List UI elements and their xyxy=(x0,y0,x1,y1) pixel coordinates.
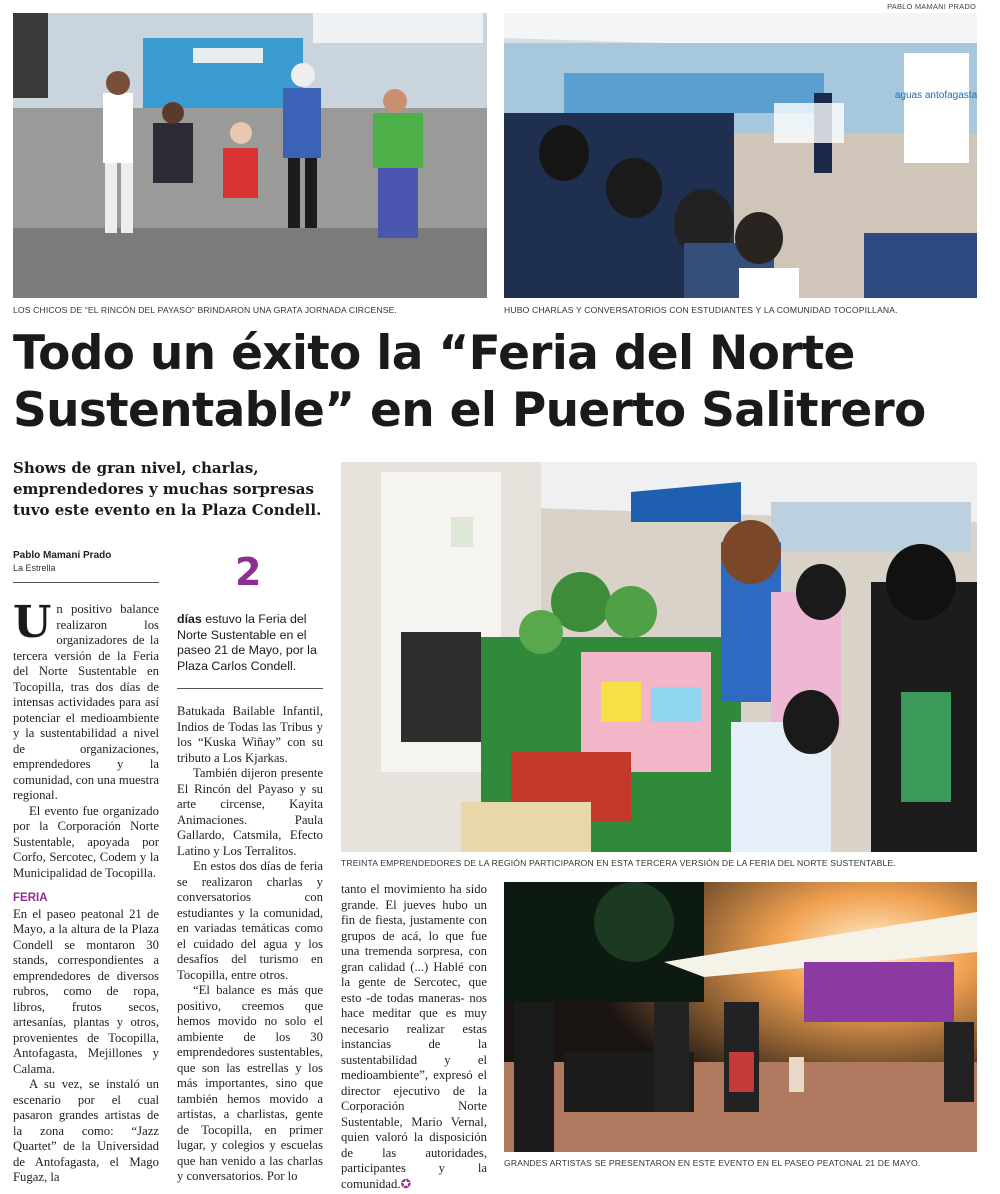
fact-body: estuvo la Feria del Norte Sustentable en el paseo 21 de Mayo, por la Plaza Carlos Condell. xyxy=(177,612,317,673)
column1-paragraph-1-text: n positivo balance realizaron los organizadores de la tercera versión de la Feria del Norte Sustentable en Tocopilla, tras dos días de intensas actividades para así potenciar el medioambiente y la sustentabilidad a nivel de organizaciones, emprendedores y la comunidad, con una muestra regional. xyxy=(13,602,159,802)
article-column-1 xyxy=(13,597,159,1186)
photo-night-stage xyxy=(504,882,977,1152)
fact-bold: días xyxy=(177,612,202,626)
caption-photo-stands: TREINTA EMPRENDEDORES DE LA REGIÓN PARTICIPARON EN ESTA TERCERA VERSIÓN DE LA FERIA DEL NORTE SUSTENTABLE. xyxy=(341,858,896,868)
column3-paragraph-1 xyxy=(341,882,487,1192)
fact-rule xyxy=(177,688,323,689)
column1-paragraph-3: En el paseo peatonal 21 de Mayo, a la altura de la Plaza Condell se montaron 30 stands, correspondientes a emprendedores de diversos rubros, como de ropa, libros, frutos secos, artesanías, plantas y otros, provenientes de Tocopilla, Antofagasta, Mejillones y Calama. xyxy=(13,906,159,1076)
photo-banner-text: aguas antofagasta xyxy=(894,90,977,101)
dropcap: U xyxy=(13,597,52,648)
byline-rule xyxy=(13,582,159,583)
column1-paragraph-4: A su vez, se instaló un escenario por el cual pasaron grandes artistas de la zona como: “Jazz Quartet” de la Universidad de Antofagasta, el Mago Fugaz, la xyxy=(13,1077,159,1184)
headline: Todo un éxito la “Feria del Norte Sustentable” en el Puerto Salitrero xyxy=(13,326,926,438)
column1-paragraph-2: El evento fue organizado por la Corporación Norte Sustentable, apoyada por Corfo, Sercotec, Codem y la Municipalidad de Tocopilla. xyxy=(13,803,159,880)
photo-talks xyxy=(504,13,977,298)
deck-subtitle: Shows de gran nivel, charlas, emprendedores y muchas sorpresas tuvo este evento en la Plaza Condell. xyxy=(13,459,322,519)
column2-paragraph-4: “El balance es más que positivo, creemos que hemos movido no solo el ambiente de los 30 emprendedores sustentables, que son las estrellas y los más importantes, sino que también hemos movido a artistas, a charlistas, gente de Tocopilla, en primer lugar, y colegios y escuelas que han venido a las charlas y conversatorios. Por lo xyxy=(177,983,323,1183)
section-subhead: FERIA xyxy=(13,892,48,904)
caption-photo-talks: HUBO CHARLAS Y CONVERSATORIOS CON ESTUDIANTES Y LA COMUNIDAD TOCOPILLANA. xyxy=(504,305,898,315)
column1-paragraph-1 xyxy=(13,597,159,804)
end-mark-icon: ✪ xyxy=(400,1176,412,1191)
fact-number: 2 xyxy=(235,550,262,594)
photo-clowns xyxy=(13,13,487,298)
column2-paragraph-1: Batukada Bailable Infantil, Indios de Todas las Tribus y los “Kuska Wiñay” con su tributo a Los Kjarkas. xyxy=(177,704,323,765)
byline-publication: La Estrella xyxy=(13,563,56,573)
photo-credit: PABLO MAMANI PRADO xyxy=(887,2,976,11)
column3-paragraph-1-text: tanto el movimiento ha sido grande. El jueves hubo un fin de fiesta, justamente con grupos de acá, lo que fue una tremenda sorpresa, con gran calidad (...) Hablé con la gente de Sercotec, que esto -de todas maneras- nos hace meditar que es muy necesario realizar estas instancias de la sustentabilidad y el medioambiente”, expresó el director ejecutivo de la Corporación Norte Sustentable, Mario Vernal, quien valoró la disposición de las autoridades, participantes y la comunidad. xyxy=(341,882,487,1191)
fact-text xyxy=(177,612,327,674)
caption-photo-clowns: LOS CHICOS DE “EL RINCÓN DEL PAYASO” BRINDARON UNA GRATA JORNADA CIRCENSE. xyxy=(13,305,398,315)
byline xyxy=(13,550,111,573)
caption-photo-night-stage: GRANDES ARTISTAS SE PRESENTARON EN ESTE EVENTO EN EL PASEO PEATONAL 21 DE MAYO. xyxy=(504,1158,921,1168)
column2-paragraph-2: También dijeron presente El Rincón del Payaso y su arte circense, Kayita Animaciones. Paula Gallardo, Catsmila, Efecto Latino y Los Terralitos. xyxy=(177,766,323,858)
article-column-2 xyxy=(177,704,323,1185)
article-column-3 xyxy=(341,882,487,1192)
byline-author: Pablo Mamani Prado xyxy=(13,550,112,561)
photo-stands xyxy=(341,462,977,852)
column2-paragraph-3: En estos dos días de feria se realizaron charlas y conversatorios con estudiantes y la comunidad, en variadas temáticas como el cuidado del agua y los desafíos del turismo en Tocopilla, entre otros. xyxy=(177,859,323,982)
